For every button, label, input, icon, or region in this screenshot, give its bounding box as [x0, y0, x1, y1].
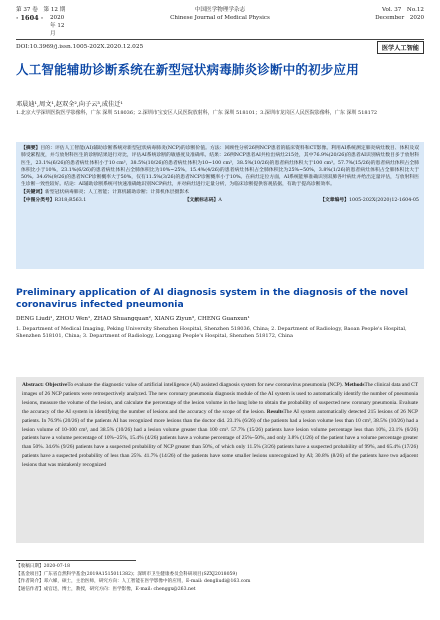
footnote-received	[16, 563, 424, 571]
doc-code-value: A	[218, 198, 222, 204]
authors-cn: 邓晨迪¹,周文¹,赵双全²,向子云³,成佳迁¹	[16, 101, 123, 108]
header-right	[375, 6, 424, 22]
doi: DOI:10.3969/j.issn.1005-202X.2020.12.025	[16, 44, 144, 50]
footnote-label: 【通信作者】	[16, 586, 44, 592]
footnote-text: 2020-07-18	[43, 564, 71, 569]
header-rule	[16, 39, 424, 40]
authors-en: DENG Liudi¹, ZHOU Wen¹, ZHAO Shuangquan², XIANG Ziyun³, CHENG Guanxun¹	[16, 316, 250, 322]
keywords-cn-label: 【关键词】	[21, 188, 45, 195]
footnote-rule	[16, 560, 136, 561]
footnote-text: 广东省自然科学基金(2019A1515011382)；深圳市卫生健康委员会科研项目(SZXJ2018059)	[43, 571, 238, 577]
abstract-en-label: Abstract:	[22, 382, 44, 388]
abstract-cn-text: 目的：评估人工智能(AI)辅助诊断系统对新型冠状病毒肺炎(NCP)的诊断价值。方法：回顾性分析26例NCP患者的临床资料和CT影像。利用AI系统测定肺炎病灶数目、体积及双肺受累程度，并与放射科医生的诊断结果进行对比，评估AI系统诊断的敏感度及准确率。结果：26例NCP患者AI共检出病灶215处，其中76.9%(20/26)的患者AI识别病灶数目多于放射科医生，23.1%(6/26)的患者病灶体积小于10 cm³，38.5%(10/26)的患者病灶体积为10~100 cm³，38.5%(10/26)的患者病灶体积大于100 cm³。57.7%(15/26)的患者病灶体积占全肺体积比小于10%，23.1%(6/26)的患者病灶体积占全肺体积比为10%~25%，15.4%(4/26)的患者病灶体积占全肺体积比为25%~50%，3.8%(1/26)的患者病灶体积占全肺体积比大于50%。34.6%(9/26)的患者NCP诊断概率大于50%，仅有11.5%(3/26)的患者NCP诊断概率小于10%。在病灶定位方面，AI系统能够准确识别双肺各叶病灶并给出定量评估，与放射科医生诊断一致性较好。结论：AI辅助诊断系统可快速准确地识别NCP病灶，并对病灶进行定量分析，为临床诊断提供客观依据，有助于提高诊断效率。	[21, 146, 419, 188]
footnotes	[16, 563, 424, 593]
affiliations-cn: 1.北京大学深圳医院医学影像科，广东 深圳 518036；2.深圳市宝安区人民医院放射科，广东 深圳 518101；3.深圳市龙岗区人民医院影像科，广东 深圳 518172	[16, 110, 378, 116]
volume-issue-en: Vol. 37 No.12	[381, 7, 424, 13]
abstract-cn	[16, 142, 424, 269]
abstract-cn-label: 【摘要】	[21, 145, 41, 151]
footnote-label: 【作者简介】	[16, 579, 44, 584]
keywords-cn	[21, 189, 419, 196]
doc-code-label: 【文献标志码】	[184, 197, 219, 204]
results-label: Results	[266, 408, 284, 415]
doc-code-field	[185, 197, 222, 204]
footnote-text: 邓六娣，硕士，主治医师，研究方向：人工智能在医学影像中的应用，E-mail: dengliudi@163.com	[43, 579, 251, 584]
volume-issue-cn: 第 37 卷 第 12 期	[16, 7, 66, 13]
journal-name-en: Chinese Journal of Medical Physics	[170, 15, 270, 21]
objective-text: To evaluate the diagnostic value of artificial intelligence (AI) assisted diagnosis system for new coronavirus pneumonia (NCP).	[67, 382, 344, 388]
article-no-label: 【文章编号】	[320, 197, 349, 204]
keywords-cn-text: 新型冠状病毒肺炎；人工智能；计算机辅助诊断；计算机体层摄影术	[45, 189, 189, 195]
affiliations-en: 1. Department of Medical Imaging, Peking University Shenzhen Hospital, Shenzhen 518036, China; 2. Department of Radiology, Baoan People's Hospital, Shenzhen 518101, China; 3. Department of Radiology, Longgang People's Hospital, Shenzhen 518172, China	[16, 326, 407, 339]
footnote-label: 【基金项目】	[16, 571, 44, 577]
clc-label: 【中图分类号】	[21, 197, 55, 204]
methods-text: The clinical data and CT images of 26 NCP patients were retrospectively analyzed. The new coronary pneumonia diagnosis module of the AI system is used to automatically identify the number of pneumonia lesions, measure the volume of the lesion, and calculate the percentage of the lesion volume in the lung lobe to obtain the probability of suspected new coronary pneumonia. Evaluate the accuracy of the AI system in identifying the number of lesions and the accuracy of the scope of the lesion.	[22, 382, 418, 415]
section-tag: 医学人工智能	[377, 41, 424, 54]
date-cn: 2020 年 12 月	[50, 15, 65, 37]
results-text: The AI system automatically detected 215 lesions of 26 NCP patients. In 76.9% (20/26) of the patients AI has recognized more lesions than the doctor did. 23.1% (6/26) of the patients had a lesion volume less than 10 cm³, 38.5% (10/26) had a lesion volume of 10-100 cm³, and 38.5% (10/26) had a lesion volume greater than 100 cm³. 57.7% (15/26) patients have lesion volume percentage less than 10%, 23.1% (6/26) patients have a volume percentage of 10%~25%, 15.4% (4/26) patients have a volume percentage of 25%~50%, and only 3.8% (1/26) of the patient have a volume percentage greater than 50%. 34.6% (9/26) patients have a suspected probability of NCP greater than 50%, of which only 11.5% (3/26) patients have a suspected probability of 99%, and 65.4% (17/26) patients have a suspected probability of less than 25%. 41.7% (14/26) of the patients have some smaller lesions unrecognized by AI; 30.8% (8/26) of the patients have two adjacent lesions that was mistakenly recognized	[22, 408, 418, 469]
running-header	[16, 6, 424, 40]
classification-row	[21, 197, 419, 204]
abstract-en	[16, 377, 424, 543]
article-no-value: 1005-202X(2020)12-1604-05	[348, 198, 419, 204]
title-en: Preliminary application of AI diagnosis system in the diagnosis of the novel coronavirus infected pneumonia	[16, 287, 409, 310]
objective-label: Objective	[45, 382, 68, 388]
footnote-corresponding	[16, 586, 424, 594]
header-center	[16, 6, 424, 22]
article-no-field	[320, 197, 419, 204]
footnote-text: 成官迅，博士，教授，研究方向：医学影像，E-mail: chenggx@263.net	[43, 586, 196, 592]
clc-value: R318;R563.1	[54, 198, 87, 204]
footnote-author	[16, 578, 424, 586]
page-number: · 1604 ·	[16, 14, 44, 22]
date-en: December 2020	[375, 15, 424, 21]
abstract-cn-body	[21, 145, 419, 189]
footnote-label: 【收稿日期】	[16, 564, 44, 569]
methods-label: Methods	[344, 382, 365, 388]
footnote-funding	[16, 571, 424, 579]
title-cn: 人工智能辅助诊断系统在新型冠状病毒肺炎诊断中的初步应用	[16, 62, 359, 77]
clc-field	[21, 197, 86, 204]
journal-name-cn: 中国医学物理学杂志	[194, 7, 246, 13]
